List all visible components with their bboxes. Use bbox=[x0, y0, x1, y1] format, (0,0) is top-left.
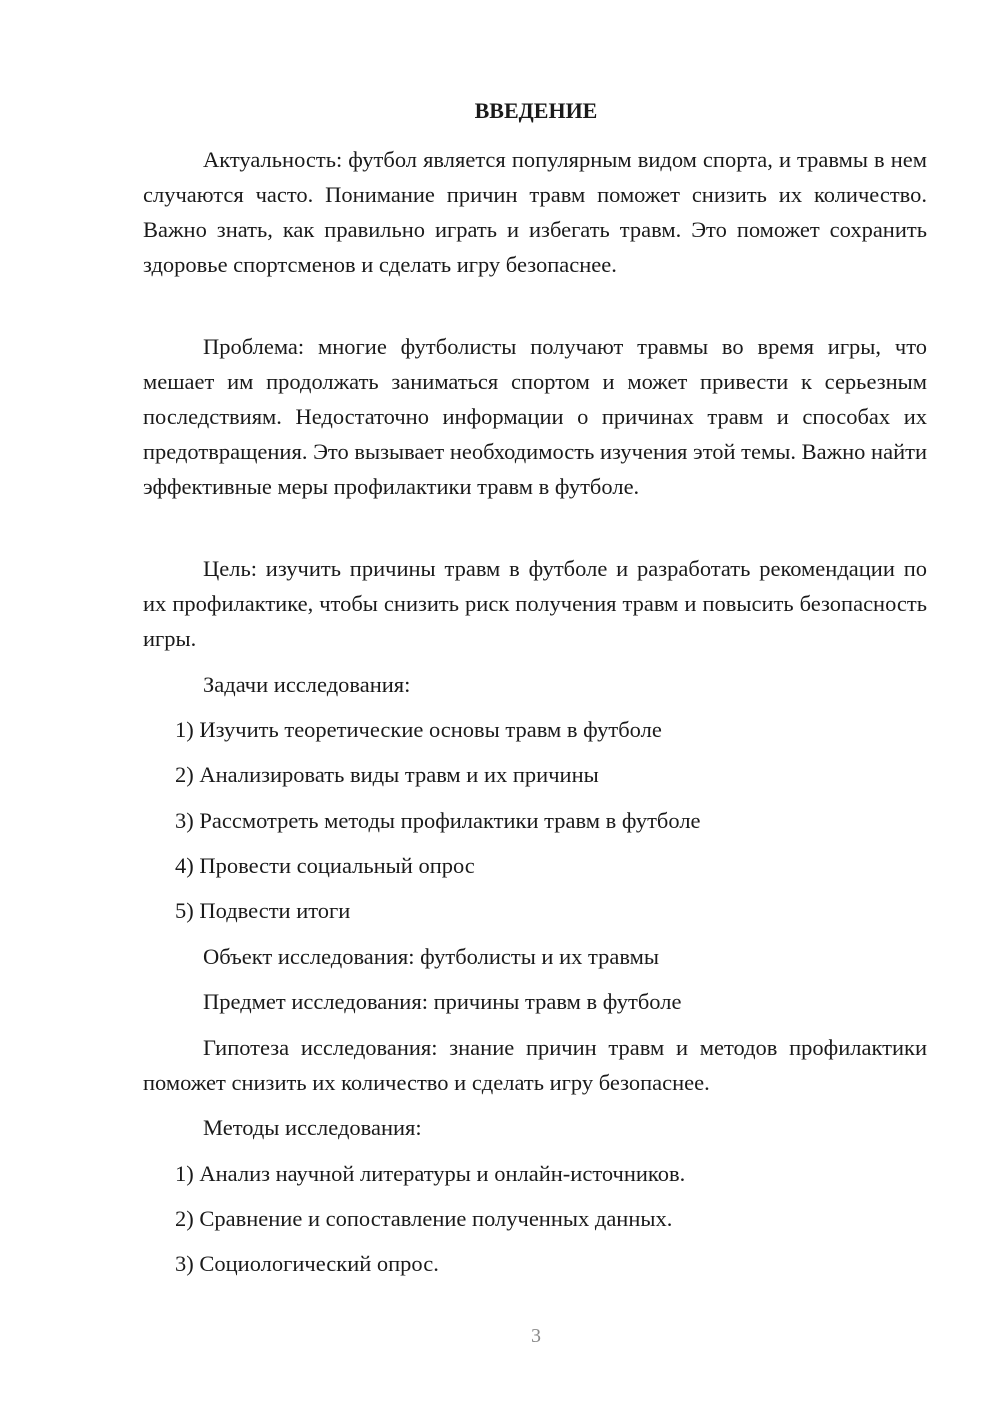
list-item: 4) Провести социальный опрос bbox=[175, 853, 475, 878]
problem-paragraph: Проблема: многие футболисты получают травмы во время игры, что мешает им продолжать заниматься спортом и может привести к серьезным последствиям. Недостаточно информации о причинах травм и способах их предотвращения. Это вызывает необходимость изучения этой темы. Важно найти эффективные меры профилактики травм в футболе. bbox=[143, 334, 927, 499]
subject-line: Предмет исследования: причины травм в футболе bbox=[203, 989, 682, 1014]
list-item: 2) Сравнение и сопоставление полученных данных. bbox=[175, 1206, 673, 1231]
list-item: 5) Подвести итоги bbox=[175, 898, 351, 923]
page-title: ВВЕДЕНИЕ bbox=[474, 98, 598, 123]
tasks-heading: Задачи исследования: bbox=[203, 672, 411, 697]
list-item: 3) Социологический опрос. bbox=[175, 1251, 439, 1276]
list-item: 2) Анализировать виды травм и их причины bbox=[175, 762, 599, 787]
page-number: 3 bbox=[531, 1325, 541, 1347]
list-item: 1) Изучить теоретические основы травм в футболе bbox=[175, 717, 662, 742]
relevance-paragraph: Актуальность: футбол является популярным видом спорта, и травмы в нем случаются часто. Понимание причин травм поможет снизить их количество. Важно знать, как правильно играть и избегать травм. Это поможет сохранить здоровье спортсменов и сделать игру безопаснее. bbox=[143, 147, 927, 277]
list-item: 3) Рассмотреть методы профилактики травм в футболе bbox=[175, 808, 701, 833]
list-item: 1) Анализ научной литературы и онлайн-источников. bbox=[175, 1161, 686, 1186]
hypothesis-paragraph: Гипотеза исследования: знание причин травм и методов профилактики поможет снизить их количество и сделать игру безопаснее. bbox=[143, 1035, 927, 1095]
object-line: Объект исследования: футболисты и их травмы bbox=[203, 944, 659, 969]
goal-paragraph: Цель: изучить причины травм в футболе и разработать рекомендации по их профилактике, чтобы снизить риск получения травм и повысить безопасность игры. bbox=[143, 556, 927, 651]
methods-heading: Методы исследования: bbox=[203, 1115, 422, 1140]
